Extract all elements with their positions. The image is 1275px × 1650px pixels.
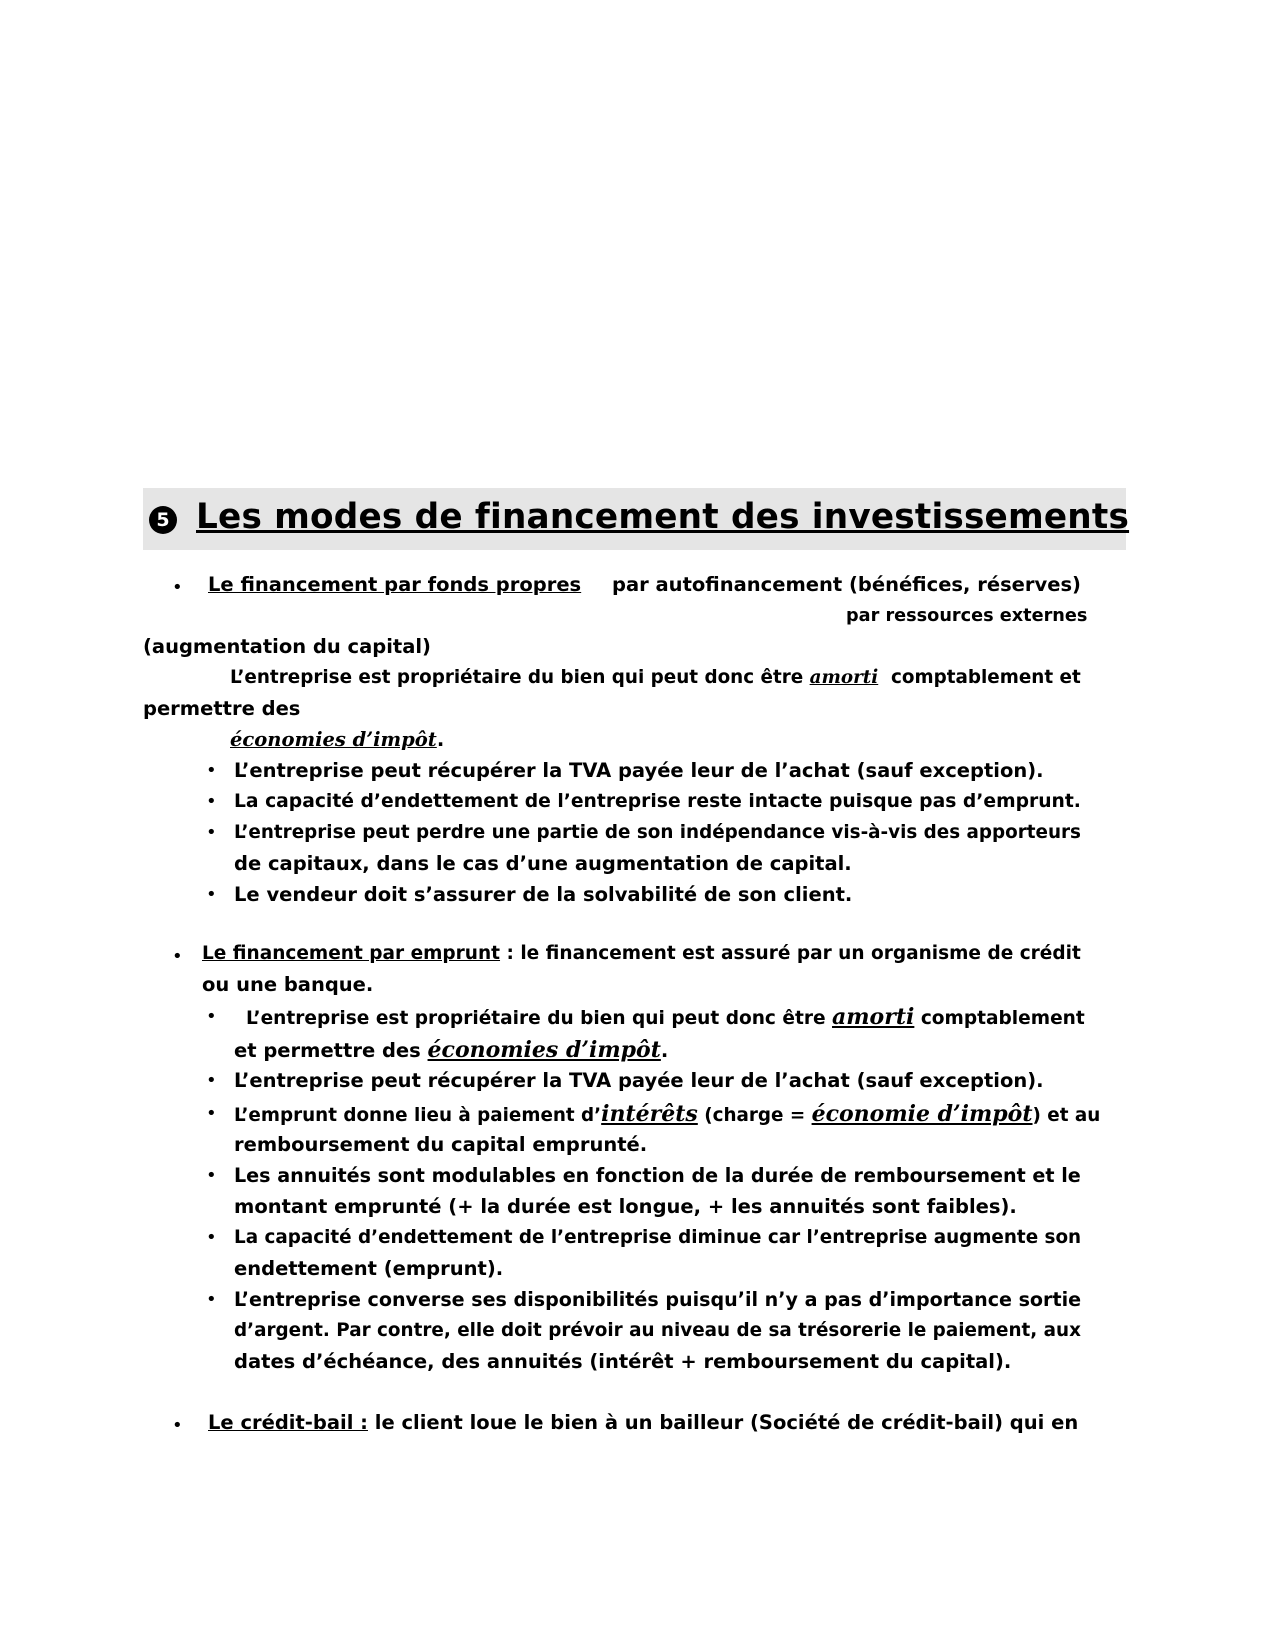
section2-heading-cont: ou une banque.: [202, 973, 374, 996]
bullet-icon: •: [206, 1070, 217, 1091]
amorti-term: amorti: [832, 1004, 915, 1030]
section1-option2-cont: (augmentation du capital): [143, 635, 431, 658]
bullet-icon: •: [206, 822, 217, 843]
list-item: L’entreprise peut perdre une partie de son indépendance vis-à-vis des apporteurs: [234, 822, 1081, 843]
bullet-icon: •: [206, 1289, 217, 1310]
section3-heading: Le crédit-bail : le client loue le bien à un bailleur (Société de crédit-bail) qui en: [208, 1411, 1079, 1434]
section1-heading: Le financement par fonds propres: [208, 573, 582, 596]
list-item-cont: dates d’échéance, des annuités (intérêt + remboursement du capital).: [234, 1350, 1012, 1373]
economie-impot-term: économie d’impôt: [811, 1101, 1033, 1127]
list-item-cont: remboursement du capital emprunté.: [234, 1133, 648, 1156]
bullet-icon: •: [206, 760, 217, 781]
bullet-icon: •: [172, 577, 183, 598]
section2-heading: Le financement par emprunt : le financement est assuré par un organisme de crédit: [202, 943, 1081, 964]
bullet-icon: •: [172, 946, 183, 967]
section1-paragraph-line1: L’entreprise est propriétaire du bien qui peut donc être amorti comptablement et: [230, 667, 1081, 688]
list-item-cont: de capitaux, dans le cas d’une augmentation de capital.: [234, 852, 852, 875]
section1-paragraph-line2: permettre des: [143, 697, 301, 720]
economies-impot-term: économies d’impôt: [230, 728, 437, 751]
number-circle-icon: 5: [149, 506, 177, 534]
economies-impot-term: économies d’impôt: [427, 1037, 661, 1063]
page-title: Les modes de financement des investissements: [196, 497, 1130, 537]
list-item: Le vendeur doit s’assurer de la solvabilité de son client.: [234, 883, 853, 906]
interets-term: intérêts: [601, 1101, 698, 1127]
list-item-cont: montant emprunté (+ la durée est longue, + les annuités sont faibles).: [234, 1195, 1017, 1218]
amorti-term: amorti: [809, 667, 879, 688]
bullet-icon: •: [206, 884, 217, 905]
list-item: La capacité d’endettement de l’entreprise diminue car l’entreprise augmente son: [234, 1227, 1082, 1248]
list-item: L’entreprise peut récupérer la TVA payée leur de l’achat (sauf exception).: [234, 759, 1044, 782]
bullet-icon: •: [206, 1103, 217, 1124]
section1-option1: par autofinancement (bénéfices, réserves): [612, 573, 1081, 596]
list-item: L’emprunt donne lieu à paiement d’intérêts (charge = économie d’impôt) et au: [234, 1101, 1101, 1127]
bullet-icon: •: [206, 791, 217, 812]
list-item: Les annuités sont modulables en fonction de la durée de remboursement et le: [234, 1164, 1081, 1187]
section1-option2: par ressources externes: [846, 606, 1088, 626]
bullet-icon: •: [172, 1415, 183, 1436]
bullet-icon: •: [206, 1006, 217, 1027]
list-item: La capacité d’endettement de l’entreprise reste intacte puisque pas d’emprunt.: [234, 791, 1081, 812]
bullet-icon: •: [206, 1165, 217, 1186]
list-item-cont: d’argent. Par contre, elle doit prévoir au niveau de sa trésorerie le paiement, aux: [234, 1320, 1081, 1341]
list-item-cont: et permettre des économies d’impôt.: [234, 1037, 669, 1063]
bullet-icon: •: [206, 1227, 217, 1248]
list-item-cont: endettement (emprunt).: [234, 1257, 504, 1280]
list-item: L’entreprise est propriétaire du bien qui peut donc être amorti comptablement: [246, 1004, 1085, 1030]
list-item: L’entreprise peut récupérer la TVA payée leur de l’achat (sauf exception).: [234, 1069, 1044, 1092]
section1-paragraph-line3: économies d’impôt.: [230, 728, 445, 751]
list-item: L’entreprise converse ses disponibilités puisqu’il n’y a pas d’importance sortie: [234, 1289, 1082, 1311]
